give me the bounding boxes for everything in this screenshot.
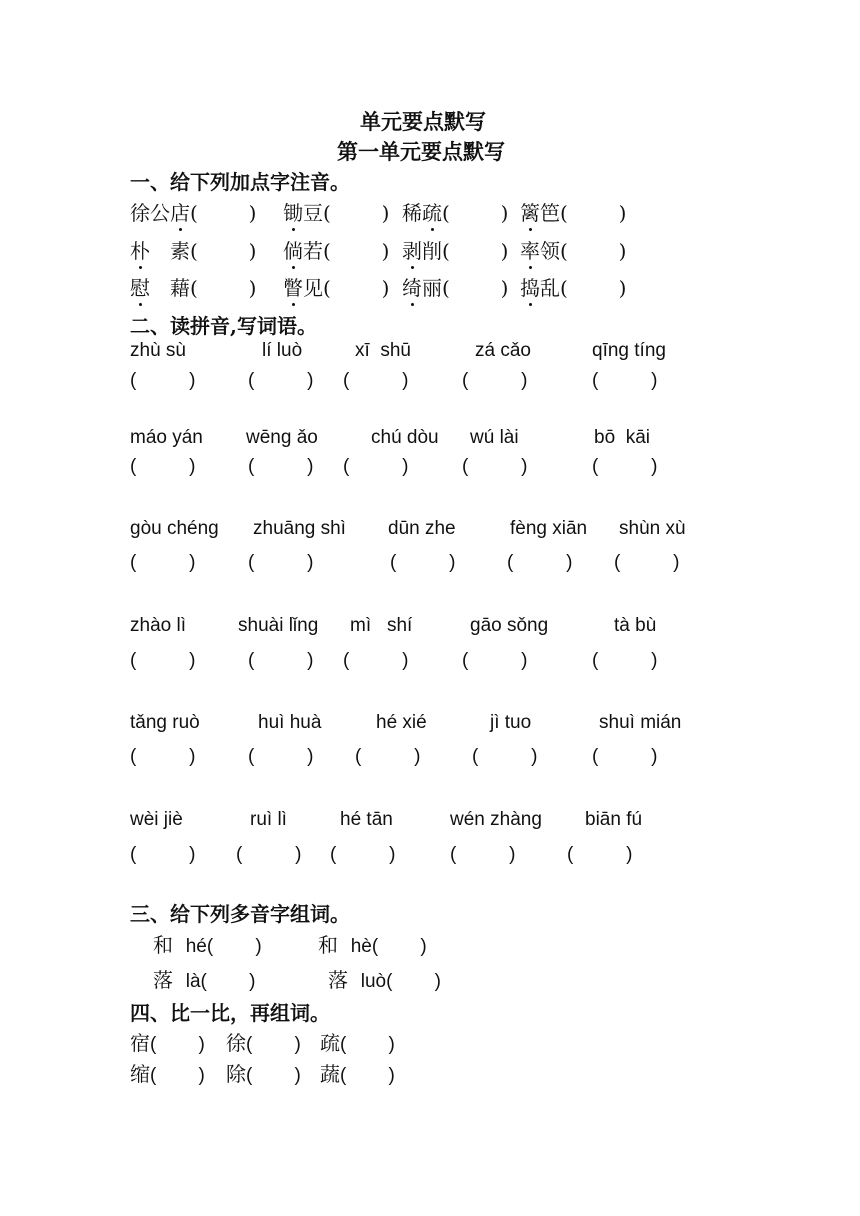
answer-blank[interactable]: ( )	[246, 1065, 301, 1086]
word-part: 丽	[422, 276, 442, 300]
annotate-word	[283, 235, 389, 264]
compare-item	[320, 1058, 395, 1087]
pinyin-prompt: wú lài	[470, 427, 519, 448]
answer-blank[interactable]: ( )	[330, 844, 396, 865]
annotate-word	[402, 197, 508, 226]
pinyin-prompt: bō kāi	[594, 427, 650, 448]
section1-heading: 一、给下列加点字注音。	[130, 170, 350, 194]
answer-blank[interactable]: ( )	[323, 276, 390, 300]
pinyin-prompt: shuì mián	[599, 712, 682, 733]
polyphone-pinyin: là	[185, 971, 201, 992]
answer-blank[interactable]: ( )	[592, 370, 658, 391]
answer-blank[interactable]: ( )	[592, 650, 658, 671]
compare-item	[226, 1058, 301, 1087]
answer-blank[interactable]: ( )	[248, 746, 314, 767]
answer-blank[interactable]: ( )	[190, 201, 257, 225]
polyphone-char: 和	[153, 933, 186, 957]
answer-blank[interactable]: ( )	[442, 239, 509, 263]
word-part: 豆	[303, 201, 323, 225]
pinyin-prompt: chú dòu	[371, 427, 439, 448]
answer-blank[interactable]: ( )	[130, 552, 196, 573]
answer-blank[interactable]: ( )	[450, 844, 516, 865]
pinyin-prompt: shùn xù	[619, 518, 686, 539]
pinyin-prompt: wēng ǎo	[246, 427, 318, 448]
pinyin-prompt: xī shū	[355, 340, 411, 361]
pinyin-prompt: fèng xiān	[510, 518, 588, 539]
compare-item	[130, 1058, 205, 1087]
annotate-word	[520, 235, 626, 264]
compare-item	[130, 1027, 205, 1056]
answer-blank[interactable]: ( )	[340, 1034, 395, 1055]
answer-blank[interactable]: ( )	[462, 456, 528, 477]
dotted-character: 慰	[130, 272, 150, 301]
answer-blank[interactable]: ( )	[560, 276, 627, 300]
answer-blank[interactable]: ( )	[150, 1065, 205, 1086]
answer-blank[interactable]: ( )	[614, 552, 680, 573]
answer-blank[interactable]: ( )	[343, 370, 409, 391]
annotate-word	[283, 272, 389, 301]
compare-char: 缩	[130, 1062, 150, 1086]
answer-blank[interactable]: ( )	[130, 746, 196, 767]
compare-char: 徐	[226, 1031, 246, 1055]
polyphone-char: 落	[153, 968, 186, 992]
answer-blank[interactable]: ( )	[206, 936, 262, 957]
polyphone-pinyin: luò	[360, 971, 387, 992]
pinyin-prompt: biān fú	[585, 809, 643, 830]
pinyin-prompt: mì shí	[350, 615, 413, 636]
dotted-character: 倘	[283, 235, 303, 264]
answer-blank[interactable]: ( )	[567, 844, 633, 865]
word-part: 藉	[150, 276, 190, 300]
word-part: 稀	[402, 201, 422, 225]
word-part: 领	[540, 239, 560, 263]
word-part: 徐公	[130, 201, 170, 225]
compare-char: 除	[226, 1062, 246, 1086]
word-part: 笆	[540, 201, 560, 225]
pinyin-prompt: máo yán	[130, 427, 203, 448]
annotate-word	[520, 272, 626, 301]
answer-blank[interactable]: ( )	[340, 1065, 395, 1086]
answer-blank[interactable]: ( )	[130, 370, 196, 391]
page-title: 单元要点默写	[360, 109, 486, 134]
answer-blank[interactable]: ( )	[246, 1034, 301, 1055]
pinyin-prompt: hé tān	[340, 809, 393, 830]
annotate-word	[402, 235, 508, 264]
answer-blank[interactable]: ( )	[390, 552, 456, 573]
pinyin-prompt: qīng tíng	[592, 340, 666, 361]
answer-blank[interactable]: ( )	[343, 650, 409, 671]
answer-blank[interactable]: ( )	[323, 201, 390, 225]
section3-heading: 三、给下列多音字组词。	[130, 902, 350, 926]
answer-blank[interactable]: ( )	[462, 650, 528, 671]
word-part: 素	[150, 239, 190, 263]
answer-blank[interactable]: ( )	[442, 201, 509, 225]
answer-blank[interactable]: ( )	[130, 844, 196, 865]
pinyin-prompt: ruì lì	[250, 809, 287, 830]
answer-blank[interactable]: ( )	[355, 746, 421, 767]
pinyin-prompt: zhào lì	[130, 615, 186, 636]
answer-blank[interactable]: ( )	[200, 971, 256, 992]
pinyin-prompt: gòu chéng	[130, 518, 219, 539]
annotate-word	[520, 197, 626, 226]
answer-blank[interactable]: ( )	[507, 552, 573, 573]
dotted-character: 剥	[402, 235, 422, 264]
answer-blank[interactable]: ( )	[248, 650, 314, 671]
dotted-character: 锄	[283, 197, 303, 226]
word-part: 乱	[540, 276, 560, 300]
section4-heading: 四、比一比，再组词。	[130, 1001, 330, 1025]
annotate-word	[402, 272, 508, 301]
dotted-character: 店	[170, 197, 190, 226]
answer-blank[interactable]: ( )	[560, 239, 627, 263]
dotted-character: 瞥	[283, 272, 303, 301]
answer-blank[interactable]: ( )	[386, 971, 441, 992]
polyphone-pinyin: hé	[185, 936, 207, 957]
compare-item	[320, 1027, 395, 1056]
answer-blank[interactable]: ( )	[248, 456, 314, 477]
pinyin-prompt: zhù sù	[130, 340, 186, 361]
section2-heading: 二、读拼音,写词语。	[130, 314, 317, 338]
word-part: 削	[422, 239, 442, 263]
pinyin-prompt: wèi jiè	[130, 809, 183, 830]
answer-blank[interactable]: ( )	[323, 239, 390, 263]
pinyin-prompt: tà bù	[614, 615, 657, 636]
polyphone-item	[328, 964, 441, 993]
pinyin-prompt: wén zhàng	[450, 809, 542, 830]
page-subtitle: 第一单元要点默写	[337, 139, 505, 164]
dotted-character: 疏	[422, 197, 442, 226]
pinyin-prompt: hé xié	[376, 712, 427, 733]
compare-char: 宿	[130, 1031, 150, 1055]
dotted-character: 率	[520, 235, 540, 264]
dotted-character: 绮	[402, 272, 422, 301]
annotate-word	[130, 197, 256, 226]
pinyin-prompt: dūn zhe	[388, 518, 456, 539]
polyphone-char: 落	[328, 968, 361, 992]
pinyin-prompt: zá cǎo	[475, 340, 531, 361]
compare-char: 蔬	[320, 1062, 340, 1086]
pinyin-prompt: gāo sǒng	[470, 615, 549, 636]
answer-blank[interactable]: ( )	[442, 276, 509, 300]
polyphone-item	[318, 929, 427, 958]
pinyin-prompt: lí luò	[262, 340, 303, 361]
answer-blank[interactable]: ( )	[190, 276, 257, 300]
dotted-character: 捣	[520, 272, 540, 301]
annotate-word	[130, 272, 256, 301]
compare-char: 疏	[320, 1031, 340, 1055]
answer-blank[interactable]: ( )	[371, 936, 427, 957]
answer-blank[interactable]: ( )	[130, 650, 196, 671]
polyphone-pinyin: hè	[350, 936, 372, 957]
answer-blank[interactable]: ( )	[236, 844, 302, 865]
dotted-character: 朴	[130, 235, 150, 264]
answer-blank[interactable]: ( )	[462, 370, 528, 391]
answer-blank[interactable]: ( )	[150, 1034, 205, 1055]
pinyin-prompt: huì huà	[258, 712, 322, 733]
pinyin-prompt: shuài lǐng	[238, 615, 319, 636]
answer-blank[interactable]: ( )	[592, 746, 658, 767]
answer-blank[interactable]: ( )	[130, 456, 196, 477]
polyphone-char: 和	[318, 933, 351, 957]
compare-item	[226, 1027, 301, 1056]
answer-blank[interactable]: ( )	[592, 456, 658, 477]
word-part: 若	[303, 239, 323, 263]
answer-blank[interactable]: ( )	[472, 746, 538, 767]
word-part: 见	[303, 276, 323, 300]
polyphone-item	[153, 929, 262, 958]
annotate-word	[283, 197, 389, 226]
dotted-character: 篱	[520, 197, 540, 226]
answer-blank[interactable]: ( )	[343, 456, 409, 477]
pinyin-prompt: tǎng ruò	[130, 712, 200, 733]
pinyin-prompt: zhuāng shì	[253, 518, 346, 539]
answer-blank[interactable]: ( )	[560, 201, 627, 225]
polyphone-item	[153, 964, 255, 993]
answer-blank[interactable]: ( )	[190, 239, 257, 263]
pinyin-prompt: jì tuo	[490, 712, 532, 733]
annotate-word	[130, 235, 256, 264]
answer-blank[interactable]: ( )	[248, 552, 314, 573]
answer-blank[interactable]: ( )	[248, 370, 314, 391]
